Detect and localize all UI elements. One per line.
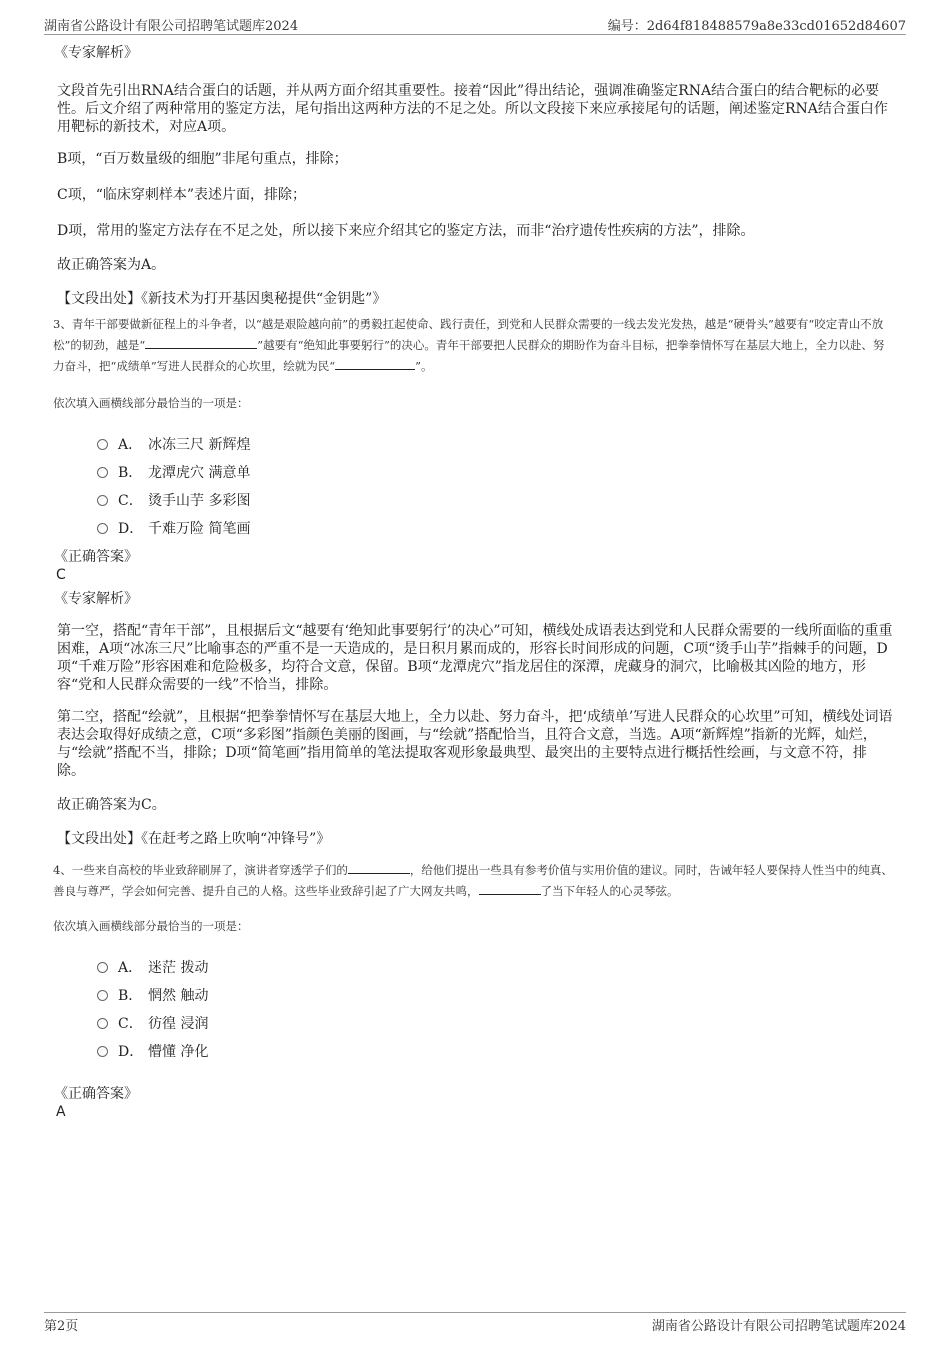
answer-conclusion: 故正确答案为C。	[57, 797, 166, 813]
answer-label: 《正确答案》	[54, 549, 138, 565]
analysis-paragraph: 第一空，搭配“青年干部”，且根据后文“越要有‘绝知此事要躬行’的决心”可知，横线处成语表达到党和人民群众需要的一线所面临的重重困难，A项“冰冻三尺”比喻事态的严重不是一天造成的，是日积月累而成的，形容长时间形成的问题，C项“烫手山芋”指棘手的问题，D项“千难万险”形容困难和危险极多，均符合文意，保留。B项“龙潭虎穴”指龙居住的深潭，虎藏身的洞穴，比喻极其凶险的地方，形容“党和人民群众需要的一线”不恰当，排除。	[57, 623, 893, 693]
option-c[interactable]: C． 彷徨 浸润	[97, 1009, 893, 1037]
answer-label: 《正确答案》	[54, 1086, 138, 1102]
radio-button-icon[interactable]	[97, 467, 108, 478]
page-header	[44, 0, 906, 35]
option-d[interactable]: D． 千难万险 简笔画	[97, 514, 893, 542]
analysis-paragraph: C项，“临床穿刺样本”表述片面，排除；	[57, 187, 307, 203]
analysis-paragraph: 文段首先引出RNA结合蛋白的话题，并从两方面介绍其重要性。接着“因此”得出结论，强调准确鉴定RNA结合蛋白的结合靶标的必要性。后文介绍了两种常用的鉴定方法，尾句指出这两种方法的不足之处。所以文段接下来应承接尾句的话题，阐述鉴定RNA结合蛋白作用靶标的新技术，对应A项。	[57, 83, 888, 135]
option-d[interactable]: D． 懵懂 净化	[97, 1037, 893, 1065]
answer-blank	[335, 357, 415, 370]
question-prompt: 依次填入画横线部分最恰当的一项是：	[53, 396, 249, 410]
answer-blank	[348, 861, 410, 874]
footer-title: 湖南省公路设计有限公司招聘笔试题库2024	[651, 1319, 906, 1334]
analysis-paragraph: D项，常用的鉴定方法存在不足之处，所以接下来应介绍其它的鉴定方法，而非“治疗遗传性疾病的方法”，排除。	[57, 223, 755, 239]
radio-button-icon[interactable]	[97, 439, 108, 450]
radio-button-icon[interactable]	[97, 1046, 108, 1057]
question-prompt: 依次填入画横线部分最恰当的一项是：	[53, 919, 249, 933]
radio-button-icon[interactable]	[97, 1018, 108, 1029]
document-code: 编号：2d64f818488579a8e33cd01652d84607	[607, 19, 906, 34]
page-number: 第2页	[44, 1319, 79, 1334]
answer-blank	[479, 882, 541, 895]
page-content	[53, 44, 893, 1121]
option-a[interactable]: A． 迷茫 拨动	[97, 953, 893, 981]
radio-button-icon[interactable]	[97, 962, 108, 973]
header-title: 湖南省公路设计有限公司招聘笔试题库2024	[44, 19, 299, 34]
radio-button-icon[interactable]	[97, 523, 108, 534]
option-a[interactable]: A． 冰冻三尺 新辉煌	[97, 430, 893, 458]
answer-blank	[145, 336, 257, 349]
radio-button-icon[interactable]	[97, 990, 108, 1001]
option-list	[97, 953, 893, 1065]
option-c[interactable]: C． 烫手山芋 多彩图	[97, 486, 893, 514]
radio-button-icon[interactable]	[97, 495, 108, 506]
question-stem: 4、一些来自高校的毕业致辞刷屏了，演讲者穿透学子们的 ，给他们提出一些具有参考价值与实用价值的建议。同时，告诫年轻人要保持人性当中的纯真、善良与尊严，学会如何完善、提升自己的人格。这些毕业致辞引起了广大网友共鸣， 了当下年轻人的心灵琴弦。	[53, 863, 893, 898]
page-footer	[44, 1312, 906, 1343]
source-citation: 【文段出处】《在赶考之路上吹响“冲锋号”》	[57, 831, 331, 847]
question-stem: 3、青年干部要做新征程上的斗争者，以“越是艰险越向前”的勇毅扛起使命、践行责任，到党和人民群众需要的一线去发光发热，越是“硬骨头”越要有“咬定青山不放松”的韧劲，越是“ ”越要有“绝知此事要躬行”的决心。青年干部要把人民群众的期盼作为奋斗目标，把拳拳情怀写在基层大地上，全力以赴、努力奋斗，把“成绩单”写进人民群众的心坎里，绘就为民“ ”。	[53, 317, 885, 373]
correct-answer: C	[56, 567, 66, 583]
answer-conclusion: 故正确答案为A。	[57, 257, 166, 273]
analysis-paragraph: 第二空，搭配“绘就”，且根据“把拳拳情怀写在基层大地上，全力以赴、努力奋斗，把‘成绩单’写进人民群众的心坎里”可知，横线处词语表达会取得好成绩之意，C项“多彩图”指颜色美丽的图画，与“绘就”搭配恰当，且符合文意，当选。A项“新辉煌”指新的光辉，灿烂，与“绘就”搭配不当，排除；D项“简笔画”指用简单的笔法提取客观形象最典型、最突出的主要特点进行概括性绘画，与文意不符，排除。	[57, 709, 893, 779]
option-b[interactable]: B． 惘然 触动	[97, 981, 893, 1009]
analysis-label: 《专家解析》	[54, 45, 138, 61]
analysis-label: 《专家解析》	[54, 591, 138, 607]
analysis-paragraph: B项，“百万数量级的细胞”非尾句重点，排除；	[57, 151, 348, 167]
correct-answer: A	[56, 1104, 66, 1120]
source-citation: 【文段出处】《新技术为打开基因奥秘提供“金钥匙”》	[57, 291, 387, 307]
option-b[interactable]: B． 龙潭虎穴 满意单	[97, 458, 893, 486]
option-list	[97, 430, 893, 542]
